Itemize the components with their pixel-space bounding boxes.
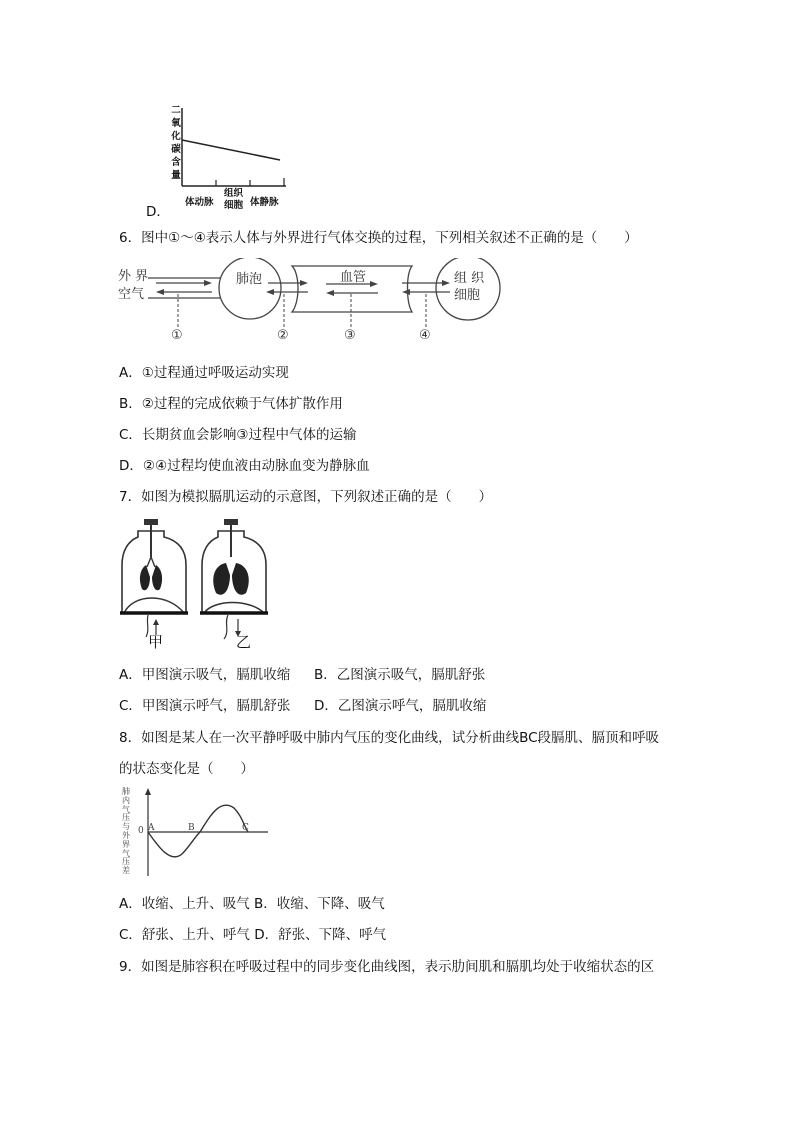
q7-option-d: D．乙图演示呼气，膈肌收缩	[314, 698, 487, 714]
q6-option-a: A．①过程通过呼吸运动实现	[119, 365, 289, 381]
y-axis-label: 二 氧 化 碳 含 量	[171, 105, 181, 181]
q5-option-d-label: D．	[146, 204, 170, 220]
q8-options-row-2: C．舒张、上升、呼气 D．舒张、下降、呼气	[119, 927, 387, 943]
q8-stem-line-1: 8．如图是某人在一次平静呼吸中肺内气压的变化曲线，试分析曲线BC段膈肌、膈顶和呼吸	[119, 730, 660, 746]
outside-air-label: 外 界 空气	[118, 269, 149, 302]
marker-3: ③	[344, 328, 356, 343]
q7-options-row-1	[119, 666, 485, 684]
blood-vessel-label: 血管	[340, 270, 367, 285]
bell-jar-diagram	[118, 517, 278, 652]
q6-gas-exchange-figure	[116, 258, 506, 348]
marker-4: ④	[419, 328, 431, 343]
x-label-vein: 体静脉	[250, 197, 279, 208]
q7-diaphragm-figure	[118, 517, 278, 652]
point-b-label: B	[188, 823, 195, 833]
q7-option-a: A．甲图演示吸气，膈肌收缩	[119, 667, 291, 683]
point-a-label: A	[148, 823, 155, 833]
q9-stem-line-1: 9．如图是肺容积在呼吸过程中的同步变化曲线图，表示肋间肌和膈肌均处于收缩状态的区	[119, 959, 655, 975]
q7-option-c: C．甲图演示呼气，膈肌舒张	[119, 698, 291, 714]
bell-jar-left	[120, 519, 188, 637]
co2-trend-line	[182, 140, 280, 160]
jar-label-yi: 乙	[236, 633, 252, 651]
x-label-tissue-cell: 组织 细胞	[224, 188, 244, 211]
q6-option-d: D．②④过程均使血液由动脉血变为静脉血	[119, 458, 370, 474]
y-axis-label: 肺 内 气 压 与 外 界 气 压 差	[122, 787, 130, 876]
alveolus-label: 肺泡	[236, 272, 263, 287]
q5-option-d-chart	[168, 100, 298, 220]
q7-option-b: B．乙图演示吸气，膈肌舒张	[314, 667, 486, 683]
q6-option-c: C．长期贫血会影响③过程中气体的运输	[119, 427, 357, 443]
q6-option-b: B．②过程的完成依赖于气体扩散作用	[119, 396, 343, 412]
marker-2: ②	[277, 328, 289, 343]
q8-stem-line-2: 的状态变化是（ ）	[119, 761, 254, 777]
q8-pressure-curve-figure	[118, 786, 278, 882]
pressure-curve	[148, 805, 248, 857]
zero-label: 0	[138, 826, 144, 836]
marker-1: ①	[171, 328, 183, 343]
q6-stem: 6．图中①～④表示人体与外界进行气体交换的过程，下列相关叙述不正确的是（ ）	[119, 230, 638, 246]
x-label-artery: 体动脉	[185, 197, 214, 208]
q8-options-row-1: A．收缩、上升、吸气 B．收缩、下降、吸气	[119, 896, 385, 912]
q7-stem: 7．如图为模拟膈肌运动的示意图，下列叙述正确的是（ ）	[119, 489, 493, 505]
q7-options-row-2	[119, 697, 486, 715]
tissue-cell-label: 组 织 细胞	[454, 271, 485, 303]
point-c-label: C	[242, 823, 249, 833]
jar-label-jia: 甲	[148, 633, 164, 651]
bell-jar-right	[200, 519, 268, 639]
